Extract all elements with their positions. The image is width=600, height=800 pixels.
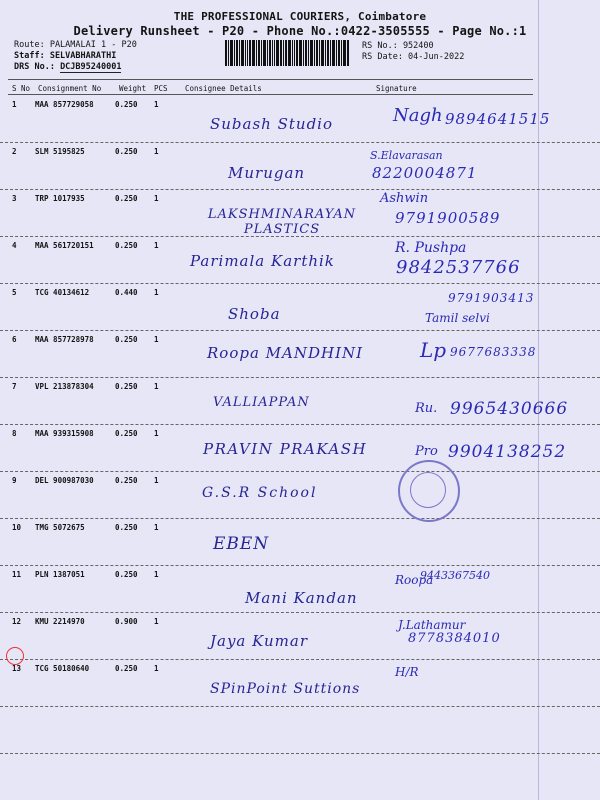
row-13-red-circle (6, 647, 24, 665)
runsheet-subtitle: Delivery Runsheet - P20 - Phone No.:0422-3505555 - Page No.:1 (73, 24, 527, 38)
table-row (0, 471, 600, 519)
row-consignee: VALLIAPPAN (213, 395, 310, 410)
row-phone: 9965430666 (450, 399, 569, 419)
row-weight: 0.440 (115, 288, 138, 297)
row-weight: 0.250 (115, 147, 138, 156)
row-consignee: G.S.R School (202, 485, 318, 501)
row-pcs: 1 (154, 664, 159, 673)
col-header-pcs: PCS (154, 84, 168, 93)
row-weight: 0.250 (115, 429, 138, 438)
row-weight: 0.250 (115, 100, 138, 109)
row-signature: Lp (420, 338, 447, 362)
row-phone: 9443367540 (420, 569, 490, 582)
row-signature: Nagh (393, 105, 443, 126)
row-sno: 7 (12, 382, 17, 391)
drs-info (14, 62, 121, 72)
row-phone: 9791903413 (448, 291, 535, 305)
row-consignment: PLN 1387051 (35, 570, 85, 579)
table-row (0, 142, 600, 190)
row-consignee: Jaya Kumar (210, 632, 309, 650)
row-consignee: Roopa MANDHINI (207, 344, 364, 362)
row-consignment: TCG 40134612 (35, 288, 90, 297)
row-sno: 3 (12, 194, 17, 203)
row-consignee: Subash Studio (210, 115, 334, 133)
row-consignment: SLM 5195825 (35, 147, 85, 156)
col-header-consignee: Consignee Details (185, 84, 262, 93)
row-consignee: Mani Kandan (245, 589, 358, 607)
row-sno: 5 (12, 288, 17, 297)
row-sno: 8 (12, 429, 17, 438)
row-pcs: 1 (154, 147, 159, 156)
table-row (0, 565, 600, 613)
row-signature: S.Elavarasan (370, 149, 443, 162)
row-phone: 8220004871 (372, 164, 478, 182)
row-phone: 9842537766 (396, 257, 521, 278)
row-consignee: PRAVIN PRAKASH (203, 440, 368, 458)
row-consignment: TRP 1017935 (35, 194, 85, 203)
row-consignment: TCG 50180640 (35, 664, 90, 673)
row-sno: 2 (12, 147, 17, 156)
row-sno: 13 (12, 664, 22, 673)
row-sno: 11 (12, 570, 22, 579)
row-pcs: 1 (154, 335, 159, 344)
row-weight: 0.250 (115, 664, 138, 673)
row-consignee: Parimala Karthik (190, 252, 335, 270)
table-row (0, 377, 600, 425)
table-row (0, 706, 600, 754)
table-row (0, 95, 600, 143)
row-pcs: 1 (154, 617, 159, 626)
drs-label: DRS No.: (14, 62, 61, 72)
table-row (0, 283, 600, 331)
row-weight: 0.250 (115, 382, 138, 391)
row-signature: Ashwin (380, 191, 429, 206)
row-signature: R. Pushpa (395, 240, 467, 256)
row-consignment: MAA 939315908 (35, 429, 94, 438)
company-title: THE PROFESSIONAL COURIERS, Coimbatore (173, 10, 427, 23)
row-pcs: 1 (154, 288, 159, 297)
header-top-rule (8, 79, 533, 80)
table-row (0, 330, 600, 378)
row-pcs: 1 (154, 194, 159, 203)
row-weight: 0.250 (115, 241, 138, 250)
row-consignee: EBEN (213, 534, 270, 554)
row-signature: J.Lathamur (398, 618, 466, 632)
row-sno: 12 (12, 617, 22, 626)
school-stamp-inner (410, 472, 446, 508)
row-consignee: Shoba (228, 305, 281, 323)
row-weight: 0.250 (115, 476, 138, 485)
row-weight: 0.900 (115, 617, 138, 626)
school-stamp (398, 460, 460, 522)
row-signature: Tamil selvi (425, 311, 490, 325)
row-pcs: 1 (154, 570, 159, 579)
row-phone: 8778384010 (408, 631, 501, 646)
row-sno: 6 (12, 335, 17, 344)
rs-number: RS No.: 952400 (362, 41, 434, 51)
row-sno: 1 (12, 100, 17, 109)
row-consignee: Murugan (228, 164, 306, 182)
row-consignment: MAA 857729058 (35, 100, 94, 109)
row-consignment: MAA 561720151 (35, 241, 94, 250)
row-phone: 9894641515 (445, 110, 551, 128)
row-phone: 9791900589 (395, 209, 501, 227)
col-header-signature: Signature (376, 84, 417, 93)
row-consignment: MAA 857728978 (35, 335, 94, 344)
drs-value: DCJB95240001 (60, 62, 122, 72)
table-row (0, 189, 600, 237)
table-row (0, 424, 600, 472)
row-weight: 0.250 (115, 335, 138, 344)
table-row (0, 236, 600, 284)
route-info: Route: PALAMALAI 1 - P20 (14, 40, 137, 50)
row-consignment: KMU 2214970 (35, 617, 85, 626)
row-pcs: 1 (154, 100, 159, 109)
barcode (225, 40, 350, 66)
row-consignee: LAKSHMINARAYAN PLASTICS (207, 207, 357, 237)
row-phone: 9904138252 (448, 442, 567, 462)
row-consignment: DEL 900987030 (35, 476, 94, 485)
col-header-sno: S No (12, 84, 31, 93)
row-sno: 4 (12, 241, 17, 250)
row-weight: 0.250 (115, 570, 138, 579)
table-row (0, 518, 600, 566)
row-consignment: VPL 213878304 (35, 382, 94, 391)
row-pcs: 1 (154, 382, 159, 391)
row-weight: 0.250 (115, 194, 138, 203)
row-consignee: SPinPoint Suttions (210, 681, 361, 697)
row-pcs: 1 (154, 523, 159, 532)
col-header-consignment: Consignment No (38, 84, 102, 93)
row-sno: 10 (12, 523, 22, 532)
table-row (0, 612, 600, 660)
row-signature: Pro (415, 444, 438, 459)
row-pcs: 1 (154, 241, 159, 250)
staff-info: Staff: SELVABHARATHI (14, 51, 117, 61)
row-pcs: 1 (154, 429, 159, 438)
row-signature: H/R (395, 665, 419, 679)
row-signature: Ru. (415, 401, 438, 416)
row-sno: 9 (12, 476, 17, 485)
row-phone: 9677683338 (450, 345, 537, 359)
table-row (0, 659, 600, 707)
row-consignment: TMG 5072675 (35, 523, 85, 532)
col-header-weight: Weight (119, 84, 147, 93)
row-pcs: 1 (154, 476, 159, 485)
row-signature: Roopa (395, 573, 434, 587)
row-weight: 0.250 (115, 523, 138, 532)
rs-date: RS Date: 04-Jun-2022 (362, 52, 465, 62)
